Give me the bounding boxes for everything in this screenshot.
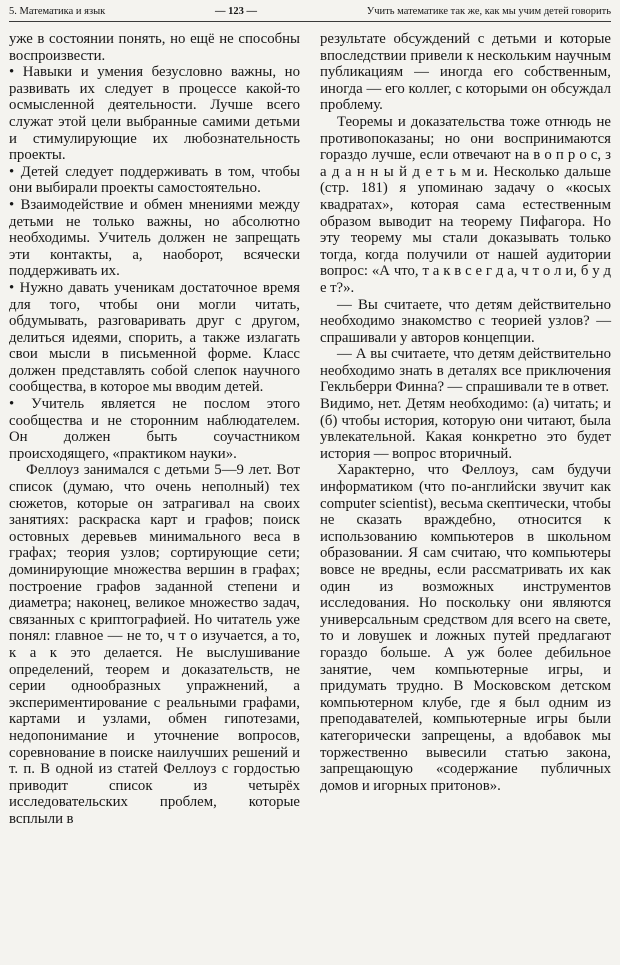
text-column-left	[9, 31, 300, 828]
chapter-title: 5. Математика и язык	[9, 6, 106, 17]
text-column-right	[320, 31, 611, 828]
paragraph: Феллоуз занимался с детьми 5—9 лет. Вот список (думаю, что очень неполный) тех сюжетов, которые он затрагивал на своих занятиях: раскраска карт и графов; поиск остовных деревьев минимального веса в графах; теория узлов; сортирующие сети; доминирующие множества вершин в графах; построение графов заданной степени и диаметра; наконец, великое множество задач, связанных с криптографией. Но читатель уже понял: главное — не то, ч т о изучается, а то, к а к это делается. Не выслушивание определений, теорем и доказательств, не серии однообразных упражнений, а экспериментирование с реальными графами, картами и узлами, обмен гипотезами, недопонимание и уточнение вопросов, соревнование в поиске наилучших решений и т. п. В одной из статей Феллоуз с гордостью приводит список из четырёх исследовательских проблем, которые всплыли в	[9, 462, 300, 827]
paragraph: — А вы считаете, что детям действительно необходимо знать в деталях все приключения Гекльберри Финна? — спрашивали те в ответ.	[320, 346, 611, 396]
paragraph: • Нужно давать ученикам достаточное время для того, чтобы они могли читать, обдумывать, разговаривать друг с другом, делиться идеями, спорить, а также излагать свои мысли в письменной форме. Класс должен представлять собой слепок научного сообщества, в которое мы вводим детей.	[9, 279, 300, 396]
page-number: — 123 —	[215, 6, 258, 17]
paragraph: — Вы считаете, что детям действительно необходимо знакомство с теорией узлов? — спрашивали у авторов концепции.	[320, 296, 611, 346]
paragraph: • Навыки и умения безусловно важны, но развивать их следует в процессе какой-то осмысленной деятельности. Лучше всего служат этой цели выбранные самими детьми и стимулирующие их любознательность проекты.	[9, 64, 300, 164]
section-title: Учить математике так же, как мы учим детей говорить	[366, 6, 611, 17]
paragraph: • Взаимодействие и обмен мнениями между детьми не только важны, но абсолютно необходимы. Учитель должен не запрещать эти контакты, а, наоборот, всячески поддерживать их.	[9, 196, 300, 280]
paragraph: Характерно, что Феллоуз, сам будучи информатиком (что по-английски звучит как computer scientist), весьма скептически, чтобы не сказать враждебно, относится к использованию компьютеров в школьном образовании. Я сам считаю, что компьютеры вовсе не вредны, если рассматривать их как один из возможных инструментов исследования. Но поскольку они являются универсальным средством для всего на свете, то и ловушек и ложных путей предлагают гораздо больше. А уж более дебильное занятие, чем компьютерные игры, и придумать трудно. В Московском детском компьютерном клубе, где я был одним из преподавателей, компьютерные игры были категорически запрещены, а вдобавок мы торжественно вывесили статью закона, запрещающую «содержание публичных домов и игорных притонов».	[320, 462, 611, 794]
running-head	[9, 5, 611, 22]
paragraph: • Детей следует поддерживать в том, чтобы они выбирали проекты самостоятельно.	[9, 163, 300, 197]
paragraph: • Учитель является не послом этого сообщества и не сторонним наблюдателем. Он должен быть соучастником происходящего, «практиком науки».	[9, 396, 300, 462]
text-columns	[9, 31, 611, 828]
paragraph: уже в состоянии понять, но ещё не способны воспроизвести.	[9, 31, 300, 64]
paragraph: Теоремы и доказательства тоже отнюдь не противопоказаны; но они воспринимаются гораздо лучше, если отвечают на в о п р о с, з а д а н н ы й д е т ь м и. Несколько дальше (стр. 181) я упоминаю задачу о «косых квадратах», которая сама естественным образом выводит на теорему Пифагора. Но эту теорему мы стали доказывать только тогда, когда получили от нашей аудитории вопрос: «А что, т а к в с е г д а, ч т о л и, б у д е т?».	[320, 113, 611, 296]
paragraph: результате обсуждений с детьми и которые впоследствии привели к нескольким научным публикациям — иногда его собственным, иногда — его коллег, с которыми он обсуждал проблему.	[320, 31, 611, 114]
paragraph: Видимо, нет. Детям необходимо: (а) читать; и (б) чтобы история, которую они читают, была увлекательной. Какая конкретно это будет история — вопрос вторичный.	[320, 396, 611, 462]
